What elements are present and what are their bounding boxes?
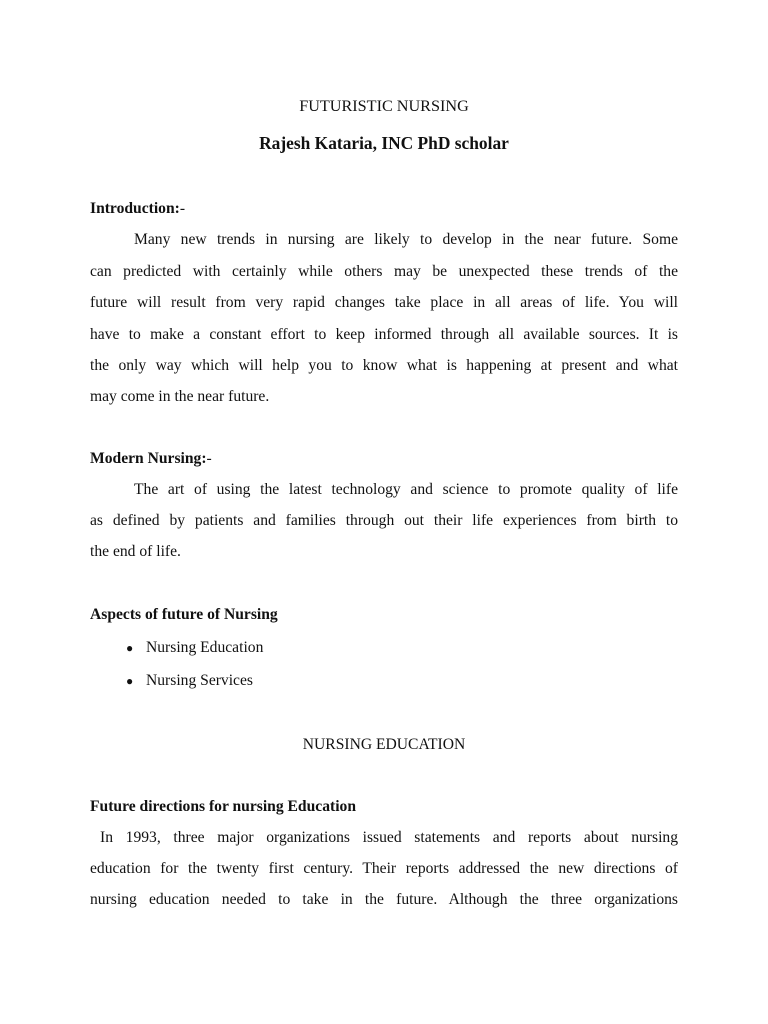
- paragraph-line: may come in the near future.: [90, 388, 270, 405]
- bullet-icon: ●: [126, 641, 134, 655]
- paragraph-line: Many new trends in nursing are likely to develop in the near future. Some: [134, 231, 678, 248]
- modern-nursing-heading-text: Modern Nursing:: [90, 450, 207, 467]
- paragraph-line: the only way which will help you to know what is happening at present and what: [90, 357, 678, 374]
- modern-nursing-heading-suffix: -: [206, 450, 212, 467]
- list-item: [126, 636, 263, 660]
- paragraph-line: can predicted with certainly while others may be unexpected these trends of the: [90, 263, 678, 280]
- paragraph-line: as defined by patients and families through out their life experiences from birth to: [90, 512, 678, 529]
- paragraph-line: In 1993, three major organizations issued statements and reports about nursing: [100, 829, 678, 846]
- list-item-text: Nursing Services: [146, 672, 253, 689]
- paragraph-line: future will result from very rapid changes take place in all areas of life. You will: [90, 294, 678, 311]
- paragraph-line: The art of using the latest technology and science to promote quality of life: [134, 481, 678, 498]
- modern-nursing-heading: [90, 447, 212, 471]
- introduction-heading: [90, 197, 185, 221]
- introduction-heading-suffix: -: [179, 200, 186, 217]
- paragraph-line: education for the twenty first century. Their reports addressed the new directions of: [90, 860, 678, 877]
- paragraph-line: have to make a constant effort to keep informed through all available sources. It is: [90, 326, 678, 343]
- bullet-icon: ●: [126, 674, 134, 688]
- future-directions-heading: Future directions for nursing Education: [90, 798, 356, 815]
- paragraph-line: nursing education needed to take in the future. Although the three organizations: [90, 891, 678, 908]
- paragraph-line: the end of life.: [90, 543, 181, 560]
- document-title: FUTURISTIC NURSING: [299, 97, 469, 115]
- list-item: [126, 669, 253, 693]
- introduction-heading-text: Introduction:: [90, 200, 180, 217]
- nursing-education-title: NURSING EDUCATION: [302, 736, 466, 753]
- aspects-heading: Aspects of future of Nursing: [90, 606, 278, 623]
- document-author: Rajesh Kataria, INC PhD scholar: [259, 133, 509, 153]
- list-item-text: Nursing Education: [146, 639, 264, 656]
